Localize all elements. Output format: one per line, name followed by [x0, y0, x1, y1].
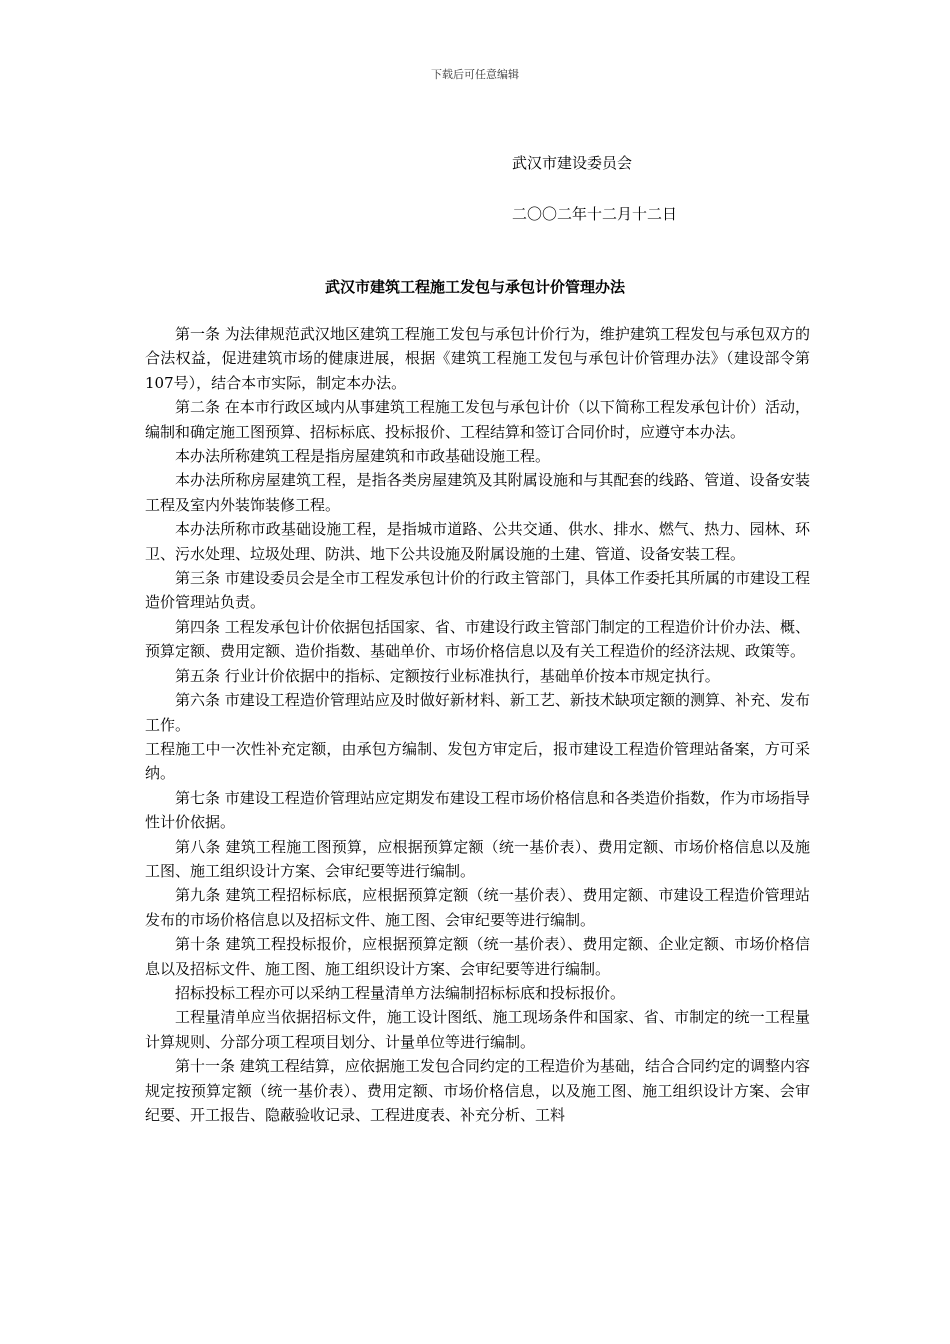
paragraph: 第六条 市建设工程造价管理站应及时做好新材料、新工艺、新技术缺项定额的测算、补充、发布工作。 — [145, 691, 810, 734]
paragraph: 工程施工中一次性补充定额，由承包方编制、发包方审定后，报市建设工程造价管理站备案，方可采纳。 — [145, 739, 810, 783]
paragraph: 第五条 行业计价依据中的指标、定额按行业标准执行，基础单价按本市规定执行。 — [175, 666, 720, 685]
paragraph: 第八条 建筑工程施工图预算，应根据预算定额（统一基价表）、费用定额、市场价格信息以及施工图、施工组织设计方案、会审纪要等进行编制。 — [145, 837, 810, 880]
paragraph: 第九条 建筑工程招标标底，应根据预算定额（统一基价表）、费用定额、市建设工程造价管理站发布的市场价格信息以及招标文件、施工图、会审纪要等进行编制。 — [145, 886, 810, 929]
paragraph: 第十条 建筑工程投标报价，应根据预算定额（统一基价表）、费用定额、企业定额、市场价格信息以及招标文件、施工图、施工组织设计方案、会审纪要等进行编制。 — [145, 935, 810, 978]
paragraph: 第二条 在本市行政区域内从事建筑工程施工发包与承包计价（以下简称工程发承包计价）活动，编制和确定施工图预算、招标标底、投标报价、工程结算和签订合同价时，应遵守本办法。 — [145, 398, 810, 441]
document-body — [145, 322, 810, 1127]
signature-organization: 武汉市建设委员会 — [512, 154, 633, 172]
paragraph: 本办法所称市政基础设施工程，是指城市道路、公共交通、供水、排水、燃气、热力、园林、环卫、污水处理、垃圾处理、防洪、地下公共设施及附属设施的土建、管道、设备安装工程。 — [145, 520, 810, 563]
paragraph: 第一条 为法律规范武汉地区建筑工程施工发包与承包计价行为，维护建筑工程发包与承包双方的合法权益，促进建筑市场的健康进展，根据《建筑工程施工发包与承包计价管理办法》（建设部令第107号），结合本市实际，制定本办法。 — [145, 325, 810, 392]
paragraph: 第十一条 建筑工程结算，应依据施工发包合同约定的工程造价为基础，结合合同约定的调整内容规定按预算定额（统一基价表）、费用定额、市场价格信息，以及施工图、施工组织设计方案、会审纪要、开工报告、隐蔽验收记录、工程进度表、补充分析、工料 — [145, 1057, 810, 1124]
signature-date: 二〇〇二年十二月十二日 — [512, 205, 678, 223]
header-note: 下载后可任意编辑 — [431, 68, 519, 81]
paragraph: 工程量清单应当依据招标文件，施工设计图纸、施工现场条件和国家、省、市制定的统一工程量计算规则、分部分项工程项目划分、计量单位等进行编制。 — [145, 1008, 810, 1051]
paragraph: 本办法所称建筑工程是指房屋建筑和市政基础设施工程。 — [175, 447, 551, 466]
paragraph: 本办法所称房屋建筑工程，是指各类房屋建筑及其附属设施和与其配套的线路、管道、设备安装工程及室内外装饰装修工程。 — [145, 471, 810, 514]
paragraph: 第四条 工程发承包计价依据包括国家、省、市建设行政主管部门制定的工程造价计价办法、概、预算定额、费用定额、造价指数、基础单价、市场价格信息以及有关工程造价的经济法规、政策等。 — [145, 617, 810, 661]
document-title: 武汉市建筑工程施工发包与承包计价管理办法 — [324, 278, 625, 296]
paragraph: 第三条 市建设委员会是全市工程发承包计价的行政主管部门，具体工作委托其所属的市建设工程造价管理站负责。 — [145, 569, 810, 612]
paragraph: 第七条 市建设工程造价管理站应定期发布建设工程市场价格信息和各类造价指数，作为市场指导性计价依据。 — [145, 788, 810, 832]
paragraph: 招标投标工程亦可以采纳工程量清单方法编制招标标底和投标报价。 — [175, 983, 626, 1002]
